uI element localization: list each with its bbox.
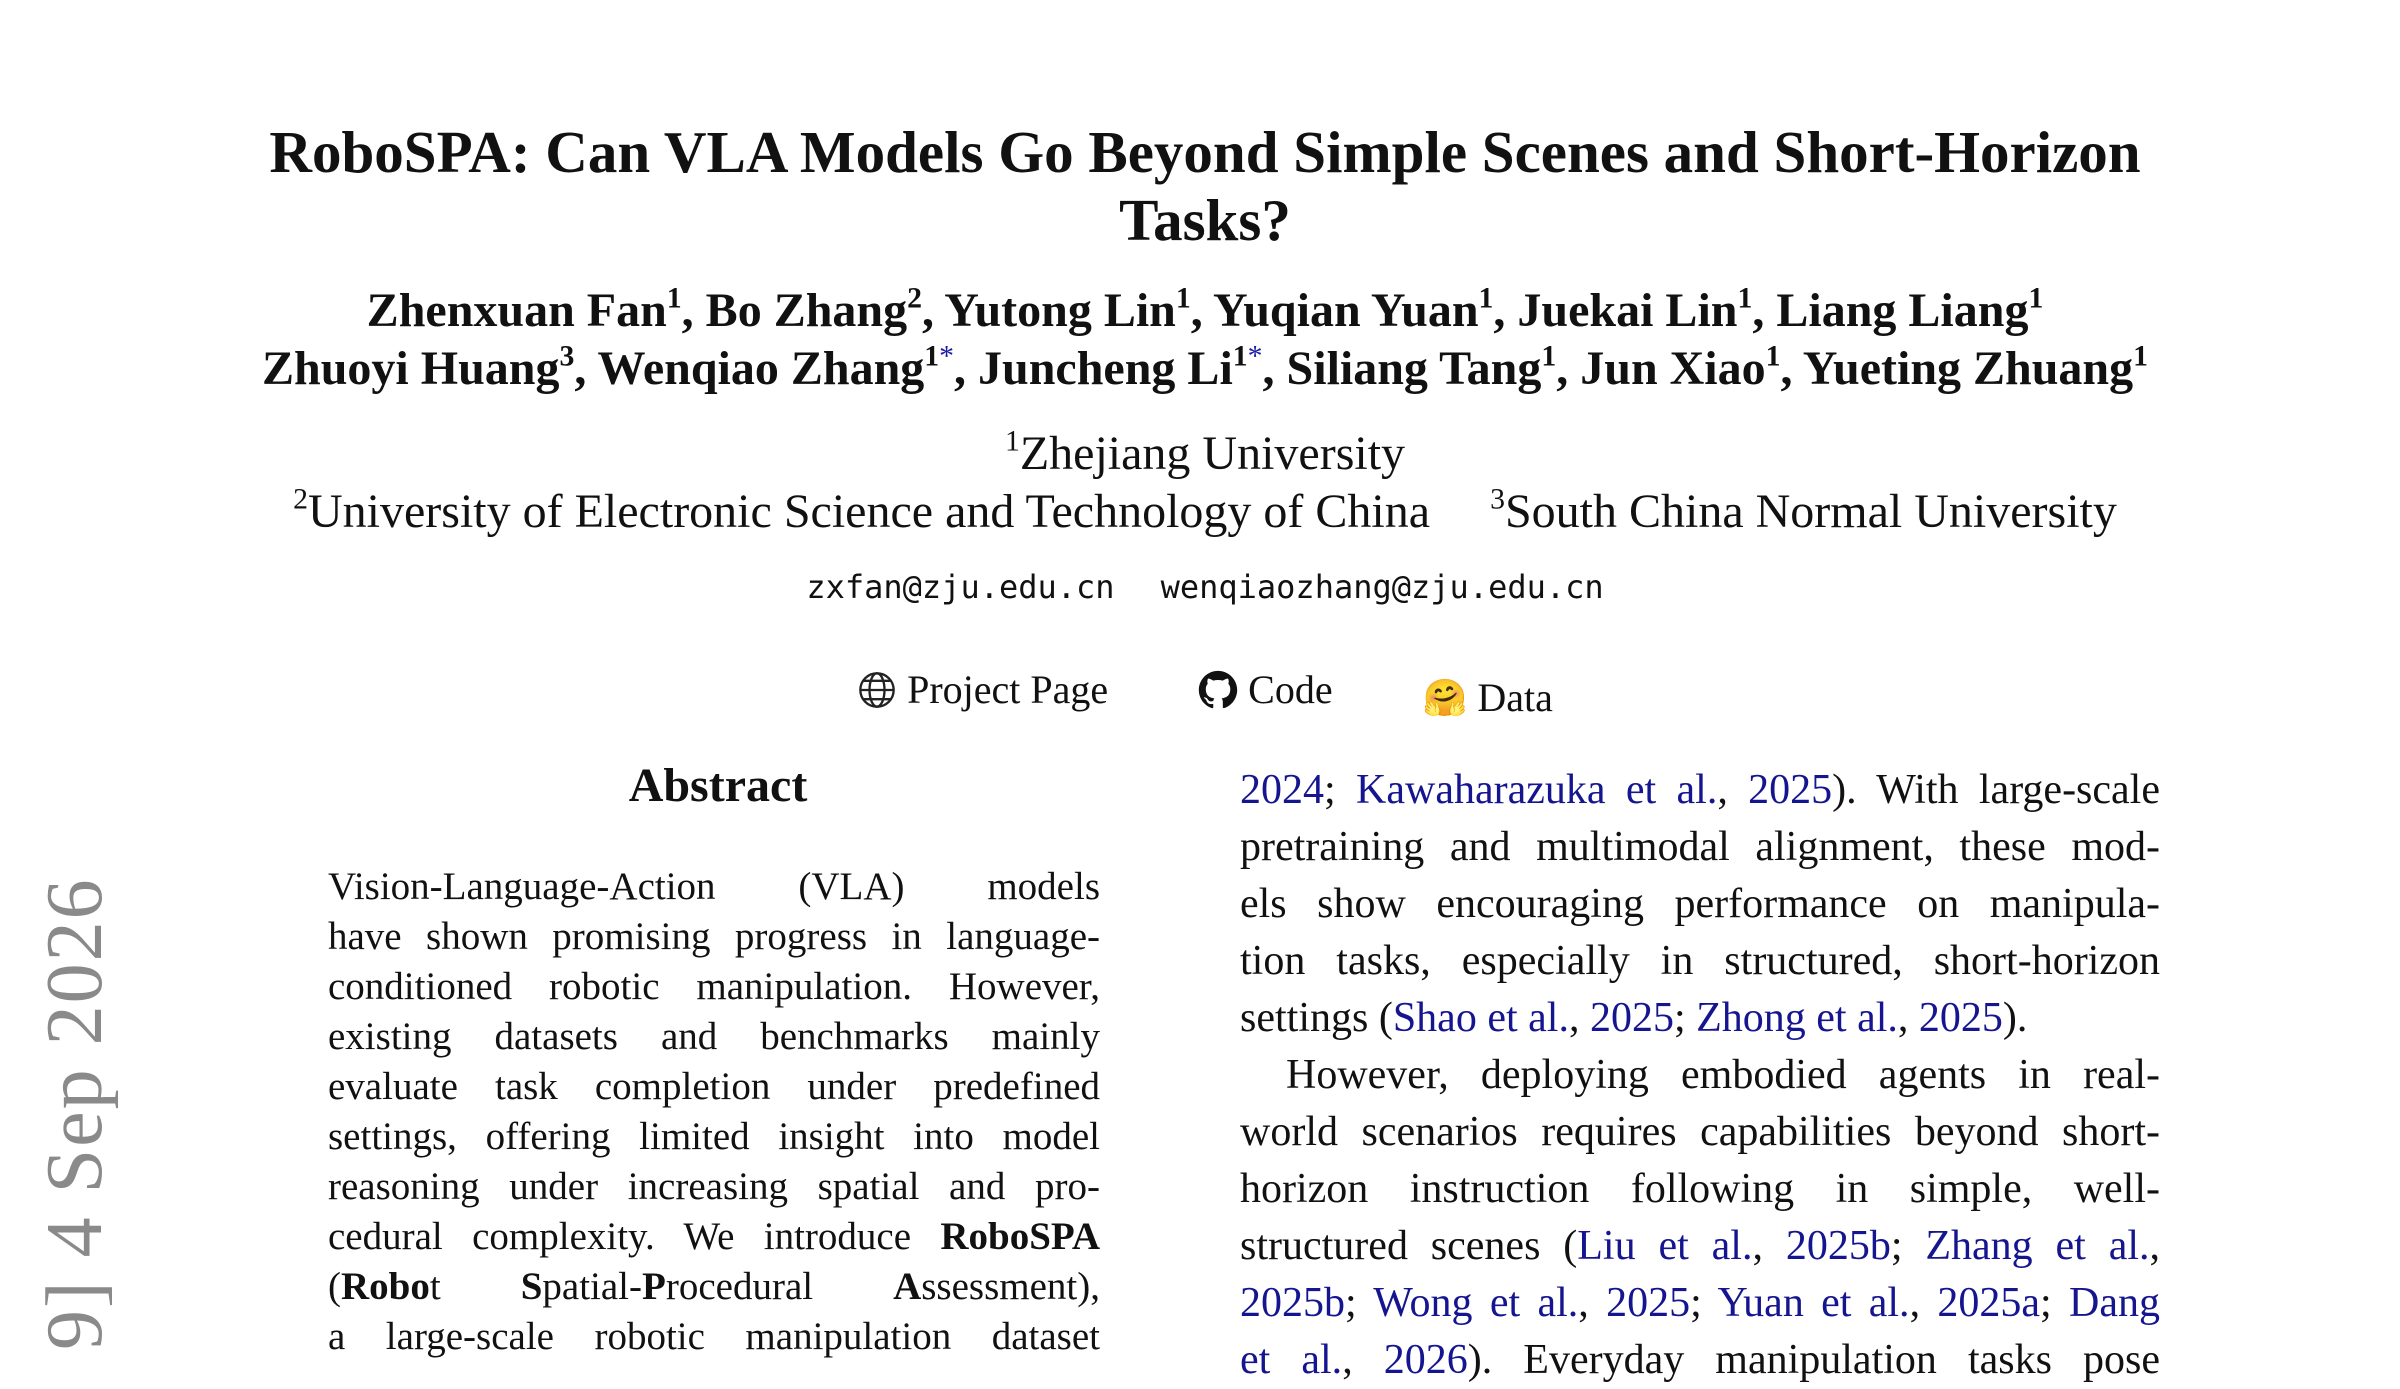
author: Zhenxuan Fan$^1$ (366, 281, 682, 337)
globe-icon (857, 670, 897, 710)
author: Yutong Lin$^1$ (944, 281, 1191, 337)
author: Yuqian Yuan$^1$ (1212, 281, 1494, 337)
author: Wenqiao Zhang$^{1*}$ (597, 339, 955, 395)
author-list (150, 282, 2260, 398)
intro-column: 2024; Kawaharazuka et al., 2025). With large-scale pretraining and multimodal alignment, these mod- els show encouraging performance on manipula- tion tasks, especially in structured, short-horizon settings (Shao et al., 2025; Zhong et al., 2025). However, deploying embodied agents in real- world scenarios requires capabilities beyond short- horizon instruction following in simple, well- structured scenes (Liu et al., 2025b; Zhang et al., 2025b; Wong et al., 2025; Yuan et al., 2025a; Dang et al., 2026). Everyday manipulation tasks pose (1240, 767, 2161, 1383)
affiliation-2: $^2$University of Electronic Science and Technology of China (293, 482, 1431, 538)
github-icon (1198, 670, 1238, 710)
affiliation-row-2 (150, 483, 2260, 541)
author: Liang Liang$^1$ (1776, 281, 2044, 337)
author-row-2: Zhuoyi Huang$^3$, Wenqiao Zhang$^{1*}$, Juncheng $Li^{1*}$, Siliang Tang$^1$, Jun Xiao$^1$, Yueting Zhuang$^1$ (262, 339, 2148, 395)
paper-title (200, 118, 2210, 254)
author: Juncheng $Li^{1*}$ (978, 339, 1263, 395)
author: Zhuoyi Huang$^3$ (262, 339, 575, 395)
affiliation-3: $^3$South China Normal University (1490, 482, 2117, 538)
title-line-1: RoboSPA: Can VLA Models Go Beyond Simple Scenes and Short-Horizon (269, 119, 2141, 185)
author: Jun Xiao$^1$ (1580, 339, 1781, 395)
author: Juekai Lin$^1$ (1517, 281, 1753, 337)
author: Siliang Tang$^1$ (1286, 339, 1557, 395)
email-2[interactable]: wenqiaozhang@zju.edu.cn (1160, 568, 1604, 606)
resource-links (150, 662, 2260, 726)
hugging-face-icon: 🤗 (1422, 678, 1468, 718)
arxiv-stamp: 9] 4 Sep 2026 (31, 877, 119, 1350)
title-line-2: Tasks? (1119, 187, 1291, 253)
email-1[interactable]: zxfan@zju.edu.cn (806, 568, 1115, 606)
affiliation-1: $^1$Zhejiang University (1004, 424, 1406, 480)
abstract-heading: Abstract (628, 759, 808, 812)
abstract-body: Vision-Language-Action (VLA) models have shown promising progress in language- conditioned robotic manipulation. However, existing datasets and benchmarks mainly evaluate task completion under predefined settings, offering limited insight into model reasoning under increasing spatial and pro- cedural complexity. We introduce RoboSPA (Robot Spatial-Procedural Assessment), a large-scale robotic manipulation dataset (328, 865, 1100, 1358)
affiliations (150, 425, 2260, 541)
author: Bo Zhang$^2$ (705, 281, 922, 337)
code-link[interactable]: Code (1198, 662, 1332, 718)
data-link[interactable]: 🤗 Data (1423, 670, 1553, 726)
author: Yueting Zhuang$^1$ (1802, 339, 2148, 395)
emails (150, 568, 2260, 606)
author-row-1: Zhenxuan Fan$^1$, Bo Zhang$^2$, Yutong Lin$^1$, Yuqian Yuan$^1$, Juekai Lin$^1$, Liang Liang$^1$ (366, 281, 2044, 337)
project-page-link[interactable]: Project Page (857, 662, 1108, 718)
